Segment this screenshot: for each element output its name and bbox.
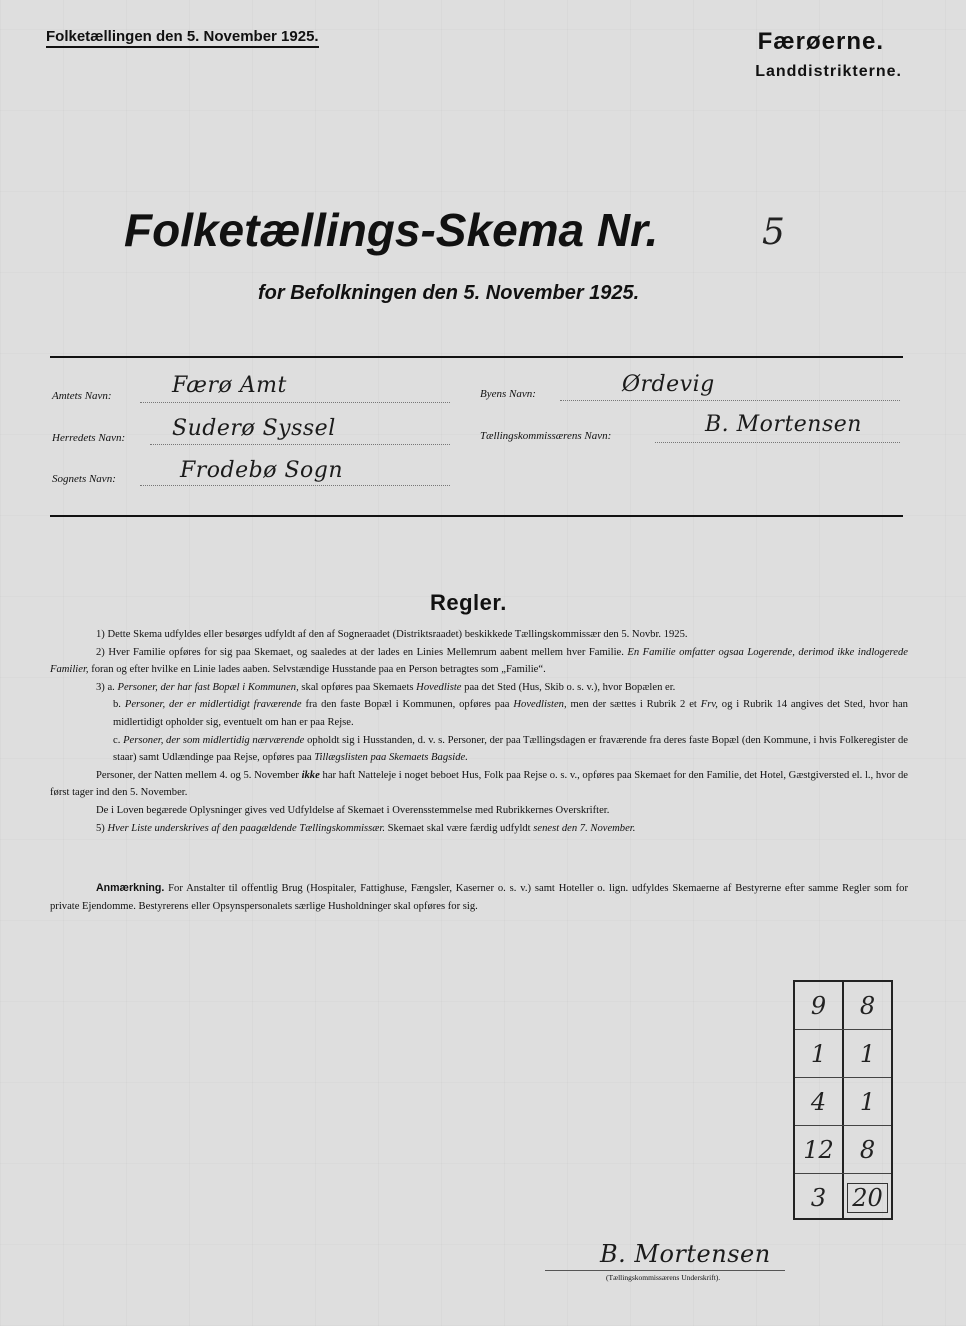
tally-cell [844,1174,891,1220]
tally-cell: 12 [795,1126,844,1173]
rule-1: 1) Dette Skema udfyldes eller besørges udfyldt af den af Sogneraadet (Distriktsraadet) beskikkede Tællingskommissær den 5. Novbr. 1925. [96,629,688,640]
form-title: Folketællings-Skema Nr. [124,204,659,256]
form-number: 5 [762,212,785,253]
tally-row [795,1078,891,1126]
kommissaer-line [655,442,900,443]
kommissaer-label: Tællingskommissærens Navn: [480,430,612,442]
rule-4: Personer, der Natten mellem 4. og 5. November ikke har haft Natteleje i noget beboet Hus, Folk paa Rejse o. s. v., opføres paa Skemaet for den Familie, det Hotel, Gæstgiversted el. l., hvor de først tager ind den 5. November. [50,769,909,799]
country-header: Færøerne. [757,28,884,55]
rules-heading: Regler. [430,590,507,615]
rule-3a: 3) a. Personer, der har fast Bopæl i Kommunen, skal opføres paa Skemaets Hovedliste paa det Sted (Hus, Skib o. s. v.), hvor Bopælen er. [96,681,676,693]
tally-cell: 1 [795,1030,844,1077]
tally-box [793,980,893,1220]
census-date-header: Folketællingen den 5. November 1925. [46,28,319,48]
rule-3c: c. Personer, der som midlertidig nærværende opholdt sig i Husstanden, d. v. s. Personer, der paa Tællingsdagen er fraværende fra deres faste Bopæl (den Kommune, i hvis Folkeregister de staar) samt Udlændinge paa Rejse, opføres paa Tillægslisten paa Skemaets Bagside. [113,734,909,764]
herred-line [150,444,450,445]
tally-cell: 1 [859,1087,876,1116]
amt-label: Amtets Navn: [52,390,112,402]
form-subtitle: for Befolkningen den 5. November 1925. [258,282,640,304]
herred-value: Suderø Syssel [172,416,336,441]
kommissaer-value: B. Mortensen [705,412,862,437]
tally-cell: 9 [795,982,844,1029]
tally-row [795,982,891,1030]
tally-cell: 8 [859,1135,876,1164]
note-paragraph [50,880,908,915]
tally-row [795,1174,891,1220]
tally-row [795,1126,891,1174]
herred-label: Herredets Navn: [52,432,126,444]
sogn-line [140,485,450,486]
bottom-rule [50,515,903,517]
sogn-label: Sognets Navn: [52,473,116,485]
by-value: Ørdevig [622,372,715,397]
rule-2: 2) Hver Familie opføres for sig paa Skemaet, og saaledes at der lades en Linies Mellemrum aabent mellem hver Familie. En Familie omfatter ogsaa Logerende, derimod ikke indlogerede Familier, foran og efter hvilke en Linie lades aaben. Selvstændige Husstande paa en Person betragtes som „Familie“. [50,646,908,676]
tally-cell: 3 [795,1174,844,1220]
signature: B. Mortensen [600,1240,771,1268]
by-label: Byens Navn: [480,388,536,400]
tally-cell: 1 [859,1039,876,1068]
tally-cell: 4 [795,1078,844,1125]
tally-total: 20 [847,1183,888,1213]
district-header: Landdistrikterne. [755,63,902,80]
note-label: Anmærkning. [96,882,165,894]
by-line [560,400,900,401]
amt-value: Færø Amt [172,373,287,398]
top-rule [50,356,903,358]
signature-line [545,1270,785,1271]
rule-3b: b. Personer, der er midlertidigt fraværende fra den faste Bopæl i Kommunen, opføres paa Hovedlisten, men der sættes i Rubrik 2 et Frv, og i Rubrik 14 angives det Sted, hvor han midlertidigt opholder sig, eventuelt om han er paa Rejse. [113,699,908,728]
rule-5: 5) Hver Liste underskrives af den paagældende Tællingskommissær. Skemaet skal være færdig udfyldt senest den 7. November. [96,822,636,834]
sogn-value: Frodebø Sogn [180,458,344,483]
amt-line [140,402,450,403]
note-text: For Anstalter til offentlig Brug (Hospitaler, Fattighuse, Fængsler, Kaserner o. s. v.) samt Hoteller o. lign. udfyldes Skemaerne af Bestyrerne efter samme Regler som for private Ejendomme. Bestyrerens eller Opsynspersonalets særlige Husholdninger skal opføres for sig. [50,883,908,912]
tally-row [795,1030,891,1078]
rules-body [50,626,908,837]
tally-cell: 8 [859,991,876,1020]
signature-caption: (Tællingskommissærens Underskrift). [606,1273,721,1282]
rule-4-detail: De i Loven begærede Oplysninger gives ved Udfyldelse af Skemaet i Overensstemmelse med Rubrikkernes Overskrifter. [96,804,610,816]
